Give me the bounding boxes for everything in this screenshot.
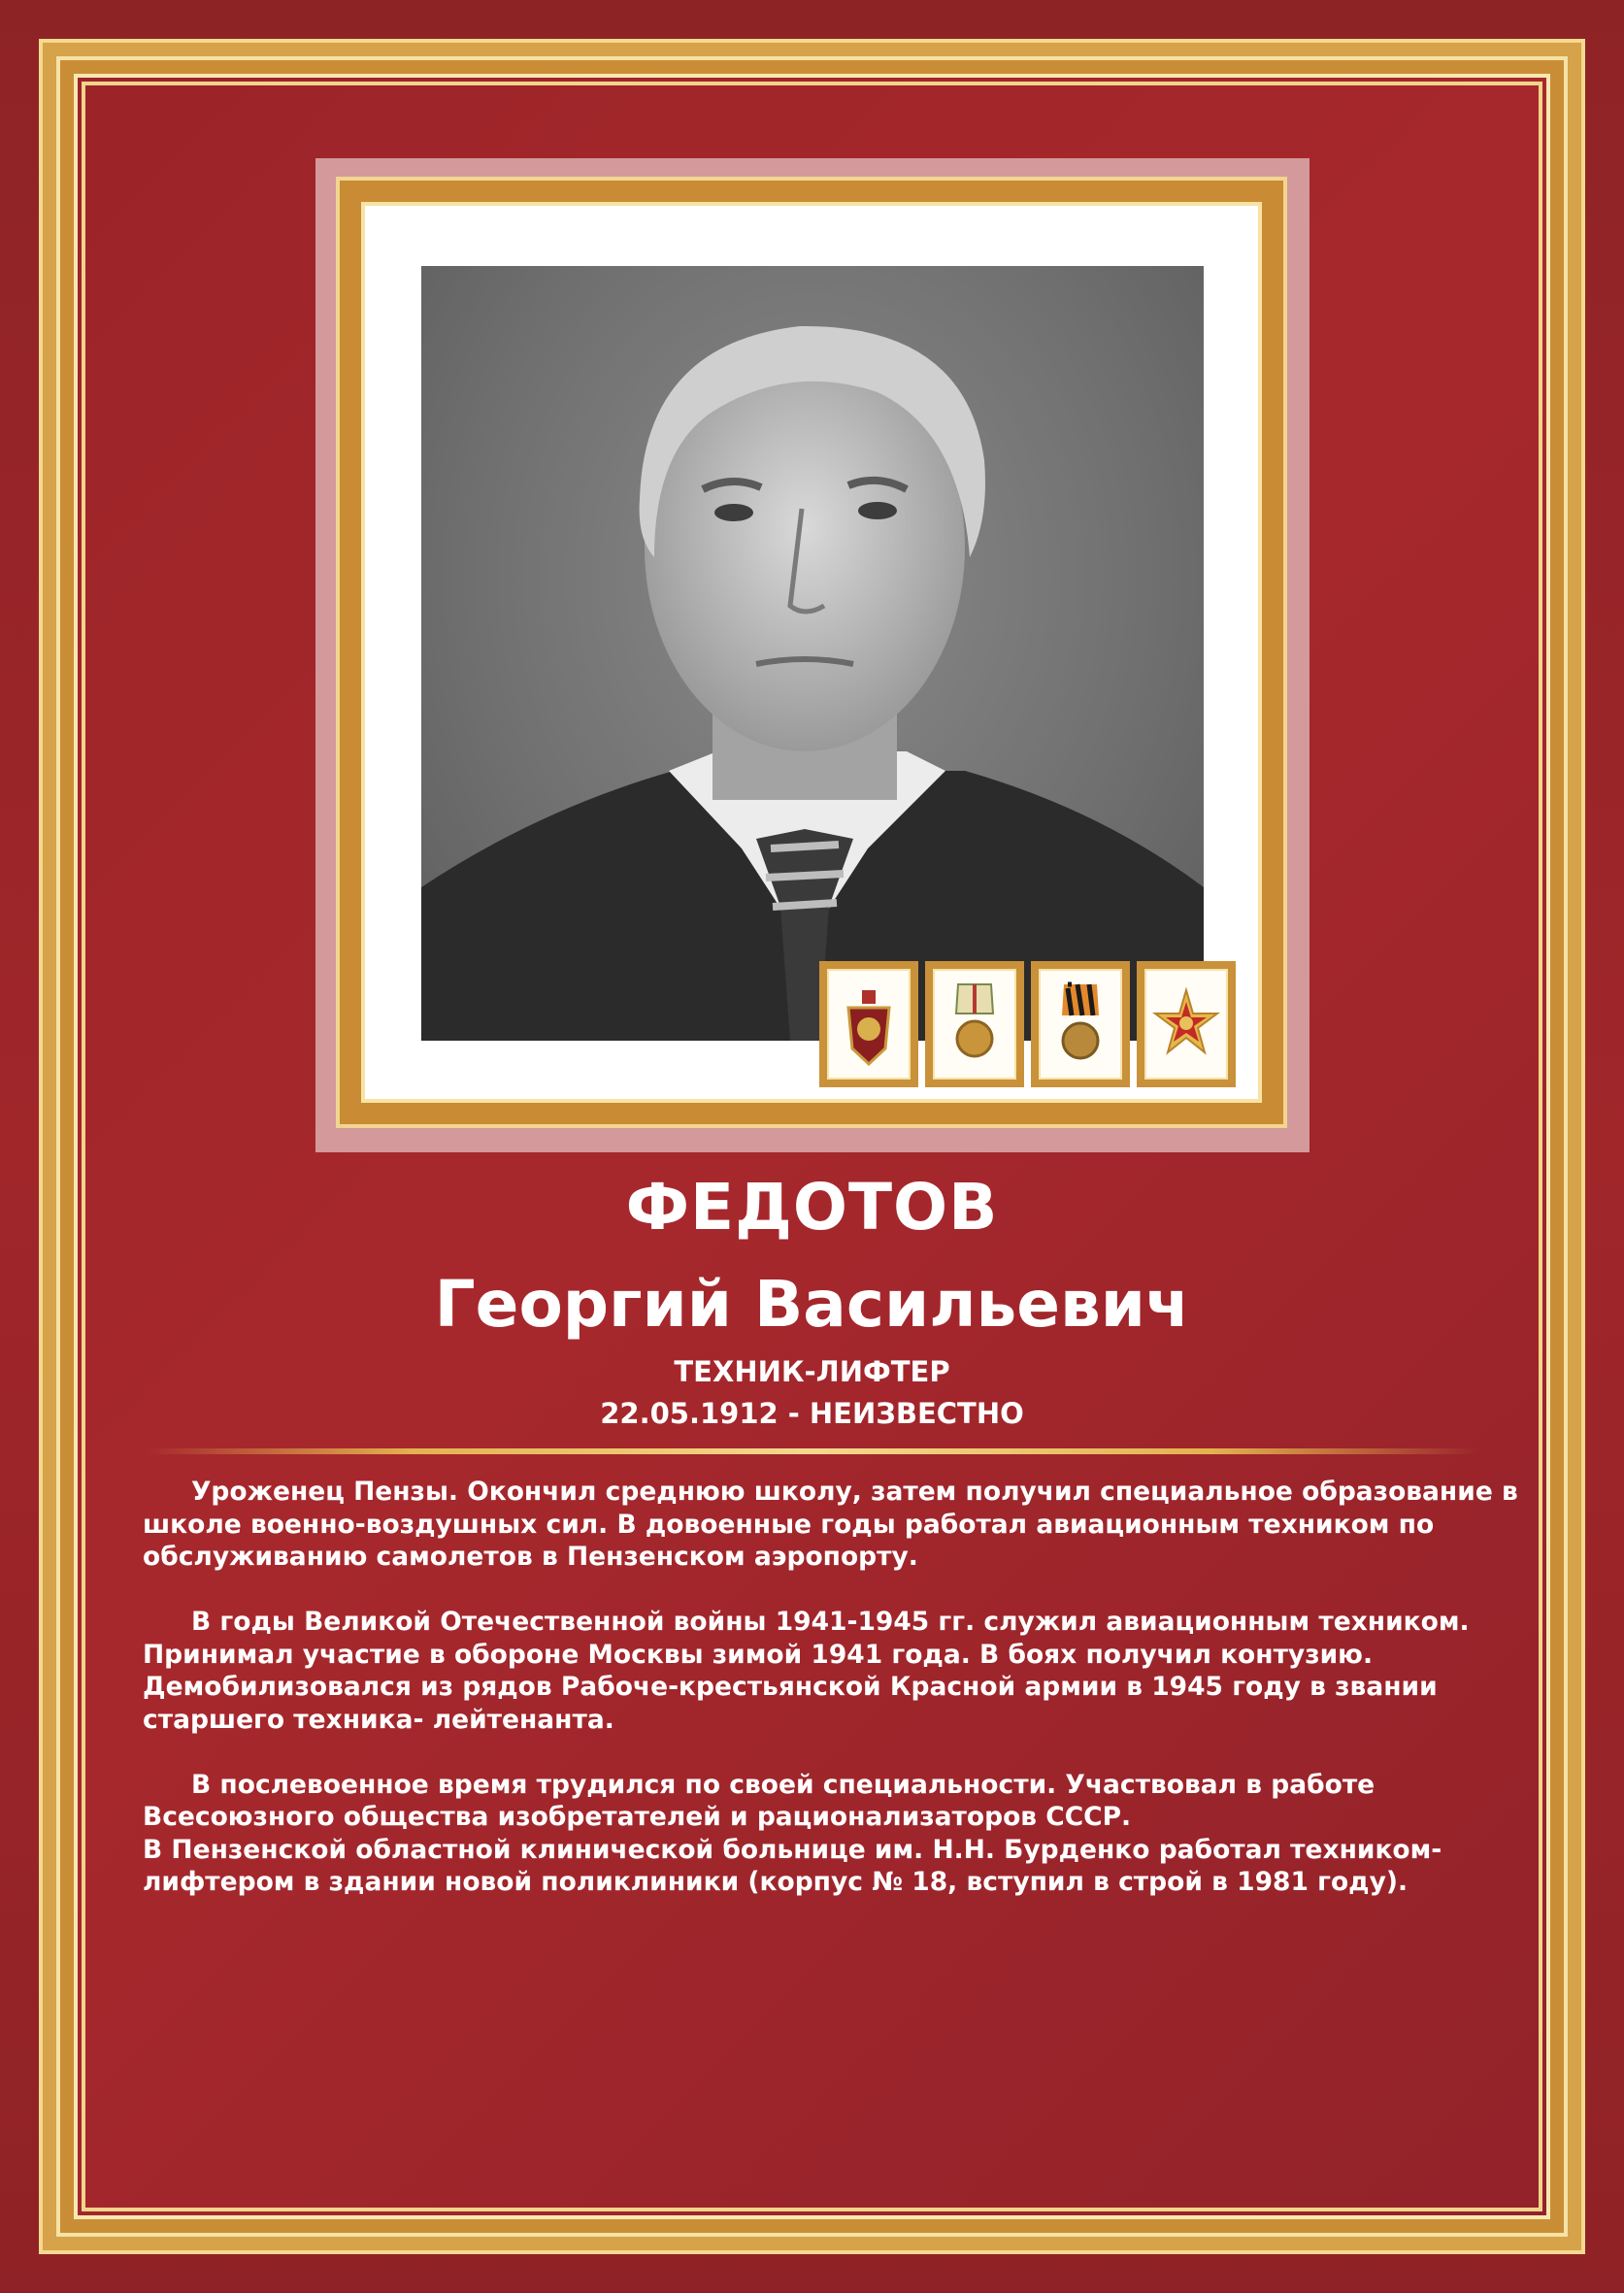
bio-paragraph-2 bbox=[143, 1606, 1482, 1736]
bio-line: Уроженец Пензы. Окончил среднюю школу, затем получил специальное образование в bbox=[191, 1477, 1518, 1507]
medal-frame-4 bbox=[1137, 961, 1236, 1087]
bio-line: В послевоенное время трудился по своей специальности. Участвовал в работе bbox=[191, 1769, 1375, 1800]
bio-line: старшего техника- лейтенанта. bbox=[143, 1704, 614, 1735]
medal-frame-1 bbox=[819, 961, 918, 1087]
given-names: Георгий Васильевич bbox=[434, 1267, 1190, 1342]
excellence-badge-icon bbox=[827, 969, 911, 1080]
bio-paragraph-3 bbox=[143, 1769, 1482, 1899]
victory-over-germany-medal-icon bbox=[1039, 969, 1122, 1080]
moscow-defense-medal-icon bbox=[933, 969, 1016, 1080]
biography bbox=[143, 1476, 1518, 1931]
bio-line: лифтером в здании новой поликлиники (корпус № 18, вступил в строй в 1981 году). bbox=[143, 1867, 1409, 1897]
medal-frame-3 bbox=[1031, 961, 1130, 1087]
gold-divider bbox=[146, 1448, 1478, 1454]
bio-line: В Пензенской областной клинической больнице им. Н.Н. Бурденко работал техником- bbox=[143, 1834, 1442, 1865]
bio-line: Демобилизовался из рядов Рабоче-крестьянской Красной армии в 1945 году в звании bbox=[143, 1672, 1438, 1702]
job-title: ТЕХНИК-ЛИФТЕР bbox=[674, 1355, 950, 1388]
life-dates: 22.05.1912 - НЕИЗВЕСТНО bbox=[600, 1397, 1024, 1430]
portrait-photo bbox=[421, 266, 1204, 1041]
bio-line: обслуживанию самолетов в Пензенском аэропорту. bbox=[143, 1542, 918, 1572]
bio-line: Всесоюзного общества изобретателей и рационализаторов СССР. bbox=[143, 1802, 1132, 1832]
bio-paragraph-1 bbox=[143, 1476, 1518, 1574]
surname: ФЕДОТОВ bbox=[625, 1170, 999, 1245]
bio-line: школе военно-воздушных сил. В довоенные годы работал авиационным техником по bbox=[143, 1509, 1435, 1540]
bio-line: Принимал участие в обороне Москвы зимой 1941 года. В боях получил контузию. bbox=[143, 1639, 1374, 1670]
bio-line: В годы Великой Отечественной войны 1941-1945 гг. служил авиационным техником. bbox=[191, 1607, 1470, 1637]
order-patriotic-war-icon bbox=[1144, 969, 1228, 1080]
medal-frame-2 bbox=[925, 961, 1024, 1087]
